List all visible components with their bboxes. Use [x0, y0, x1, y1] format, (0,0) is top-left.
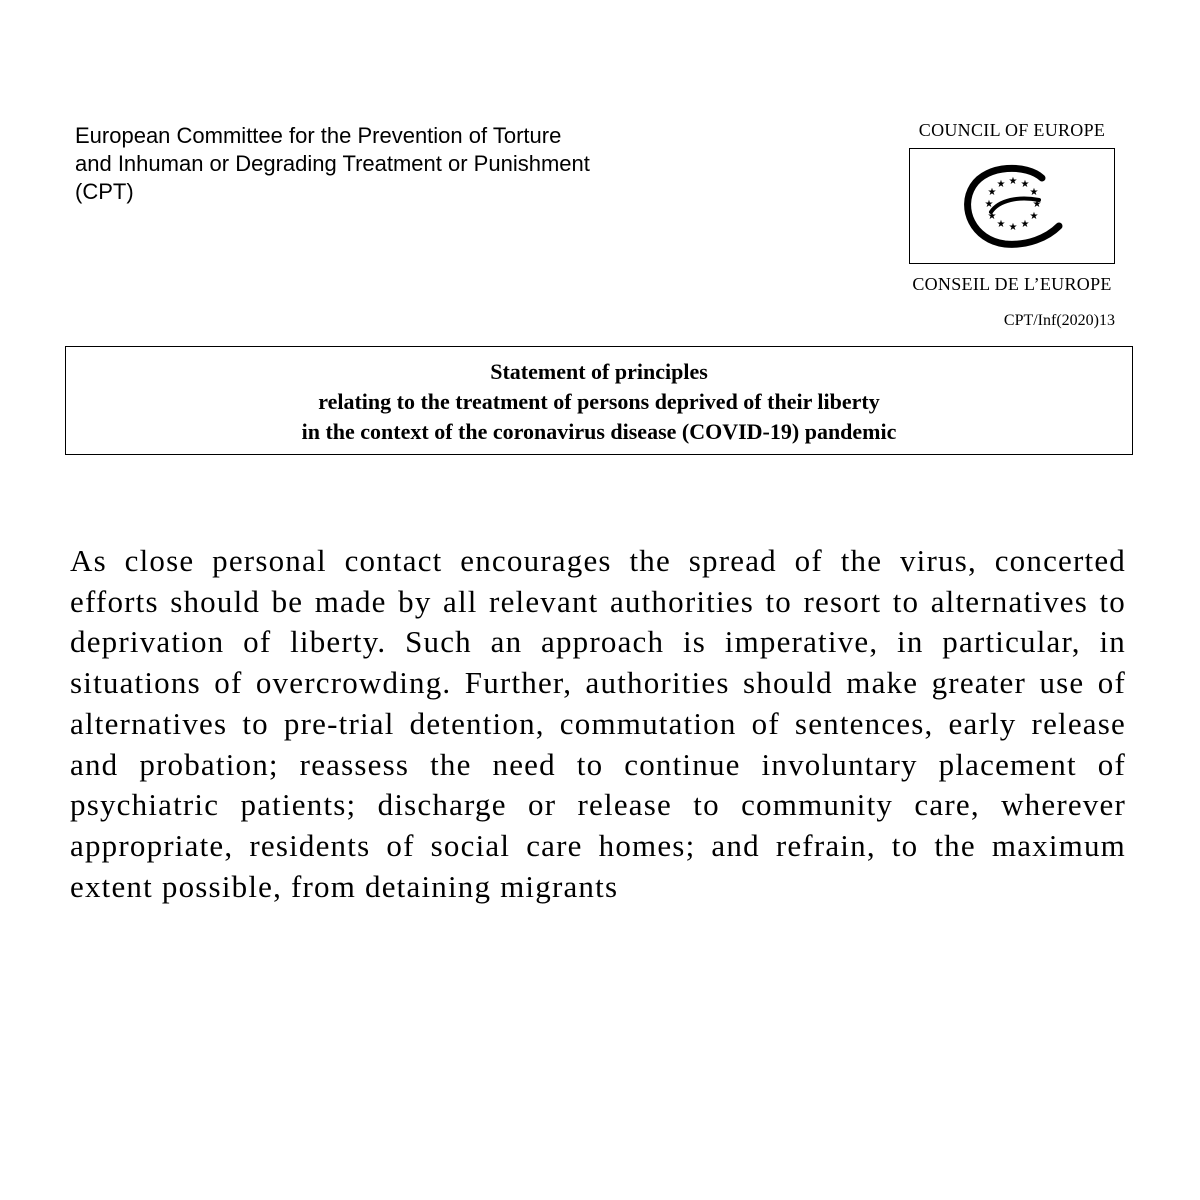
title-line-2: relating to the treatment of persons deprived of their liberty [318, 389, 880, 414]
council-of-europe-logo [900, 118, 1124, 296]
svg-text:★: ★ [1029, 187, 1039, 198]
svg-text:★: ★ [996, 219, 1006, 230]
title-line-1: Statement of principles [490, 359, 708, 384]
committee-name [75, 122, 775, 206]
svg-text:★: ★ [1032, 199, 1042, 210]
logo-emblem-frame [909, 148, 1115, 264]
title-line-3: in the context of the coronavirus disease (COVID-19) pandemic [301, 419, 897, 444]
svg-text:★: ★ [1008, 222, 1018, 233]
svg-text:★: ★ [1029, 211, 1039, 222]
logo-name-english: COUNCIL OF EUROPE [918, 120, 1106, 140]
svg-text:★: ★ [984, 199, 994, 210]
committee-name-line-1: European Committee for the Prevention of Torture [75, 123, 562, 148]
document-reference: CPT/Inf(2020)13 [1003, 312, 1115, 329]
svg-text:★: ★ [1020, 219, 1030, 230]
committee-name-line-2: and Inhuman or Degrading Treatment or Punishment [75, 151, 590, 176]
council-of-europe-emblem-icon [947, 156, 1077, 256]
svg-text:★: ★ [987, 187, 997, 198]
svg-text:★: ★ [1008, 176, 1018, 187]
logo-name-french: CONSEIL DE L’EUROPE [912, 274, 1112, 294]
document-title-box [65, 346, 1133, 455]
svg-text:★: ★ [1020, 179, 1030, 190]
body-paragraph: As close personal contact encourages the spread of the virus, concerted efforts should be made by all relevant authorities to resort to alternatives to deprivation of liberty. Such an approach is imperative, in particular, in situations of overcrowding. Further, authorities should make greater use of alternatives to pre-trial detention, commutation of sentences, early release and probation; reassess the need to continue involuntary placement of psychiatric patients; discharge or release to community care, wherever appropriate, residents of social care homes; and refrain, to the maximum extent possible, from detaining migrants [70, 543, 1126, 904]
svg-text:★: ★ [996, 179, 1006, 190]
svg-text:★: ★ [987, 211, 997, 222]
committee-name-line-3: (CPT) [75, 179, 134, 204]
